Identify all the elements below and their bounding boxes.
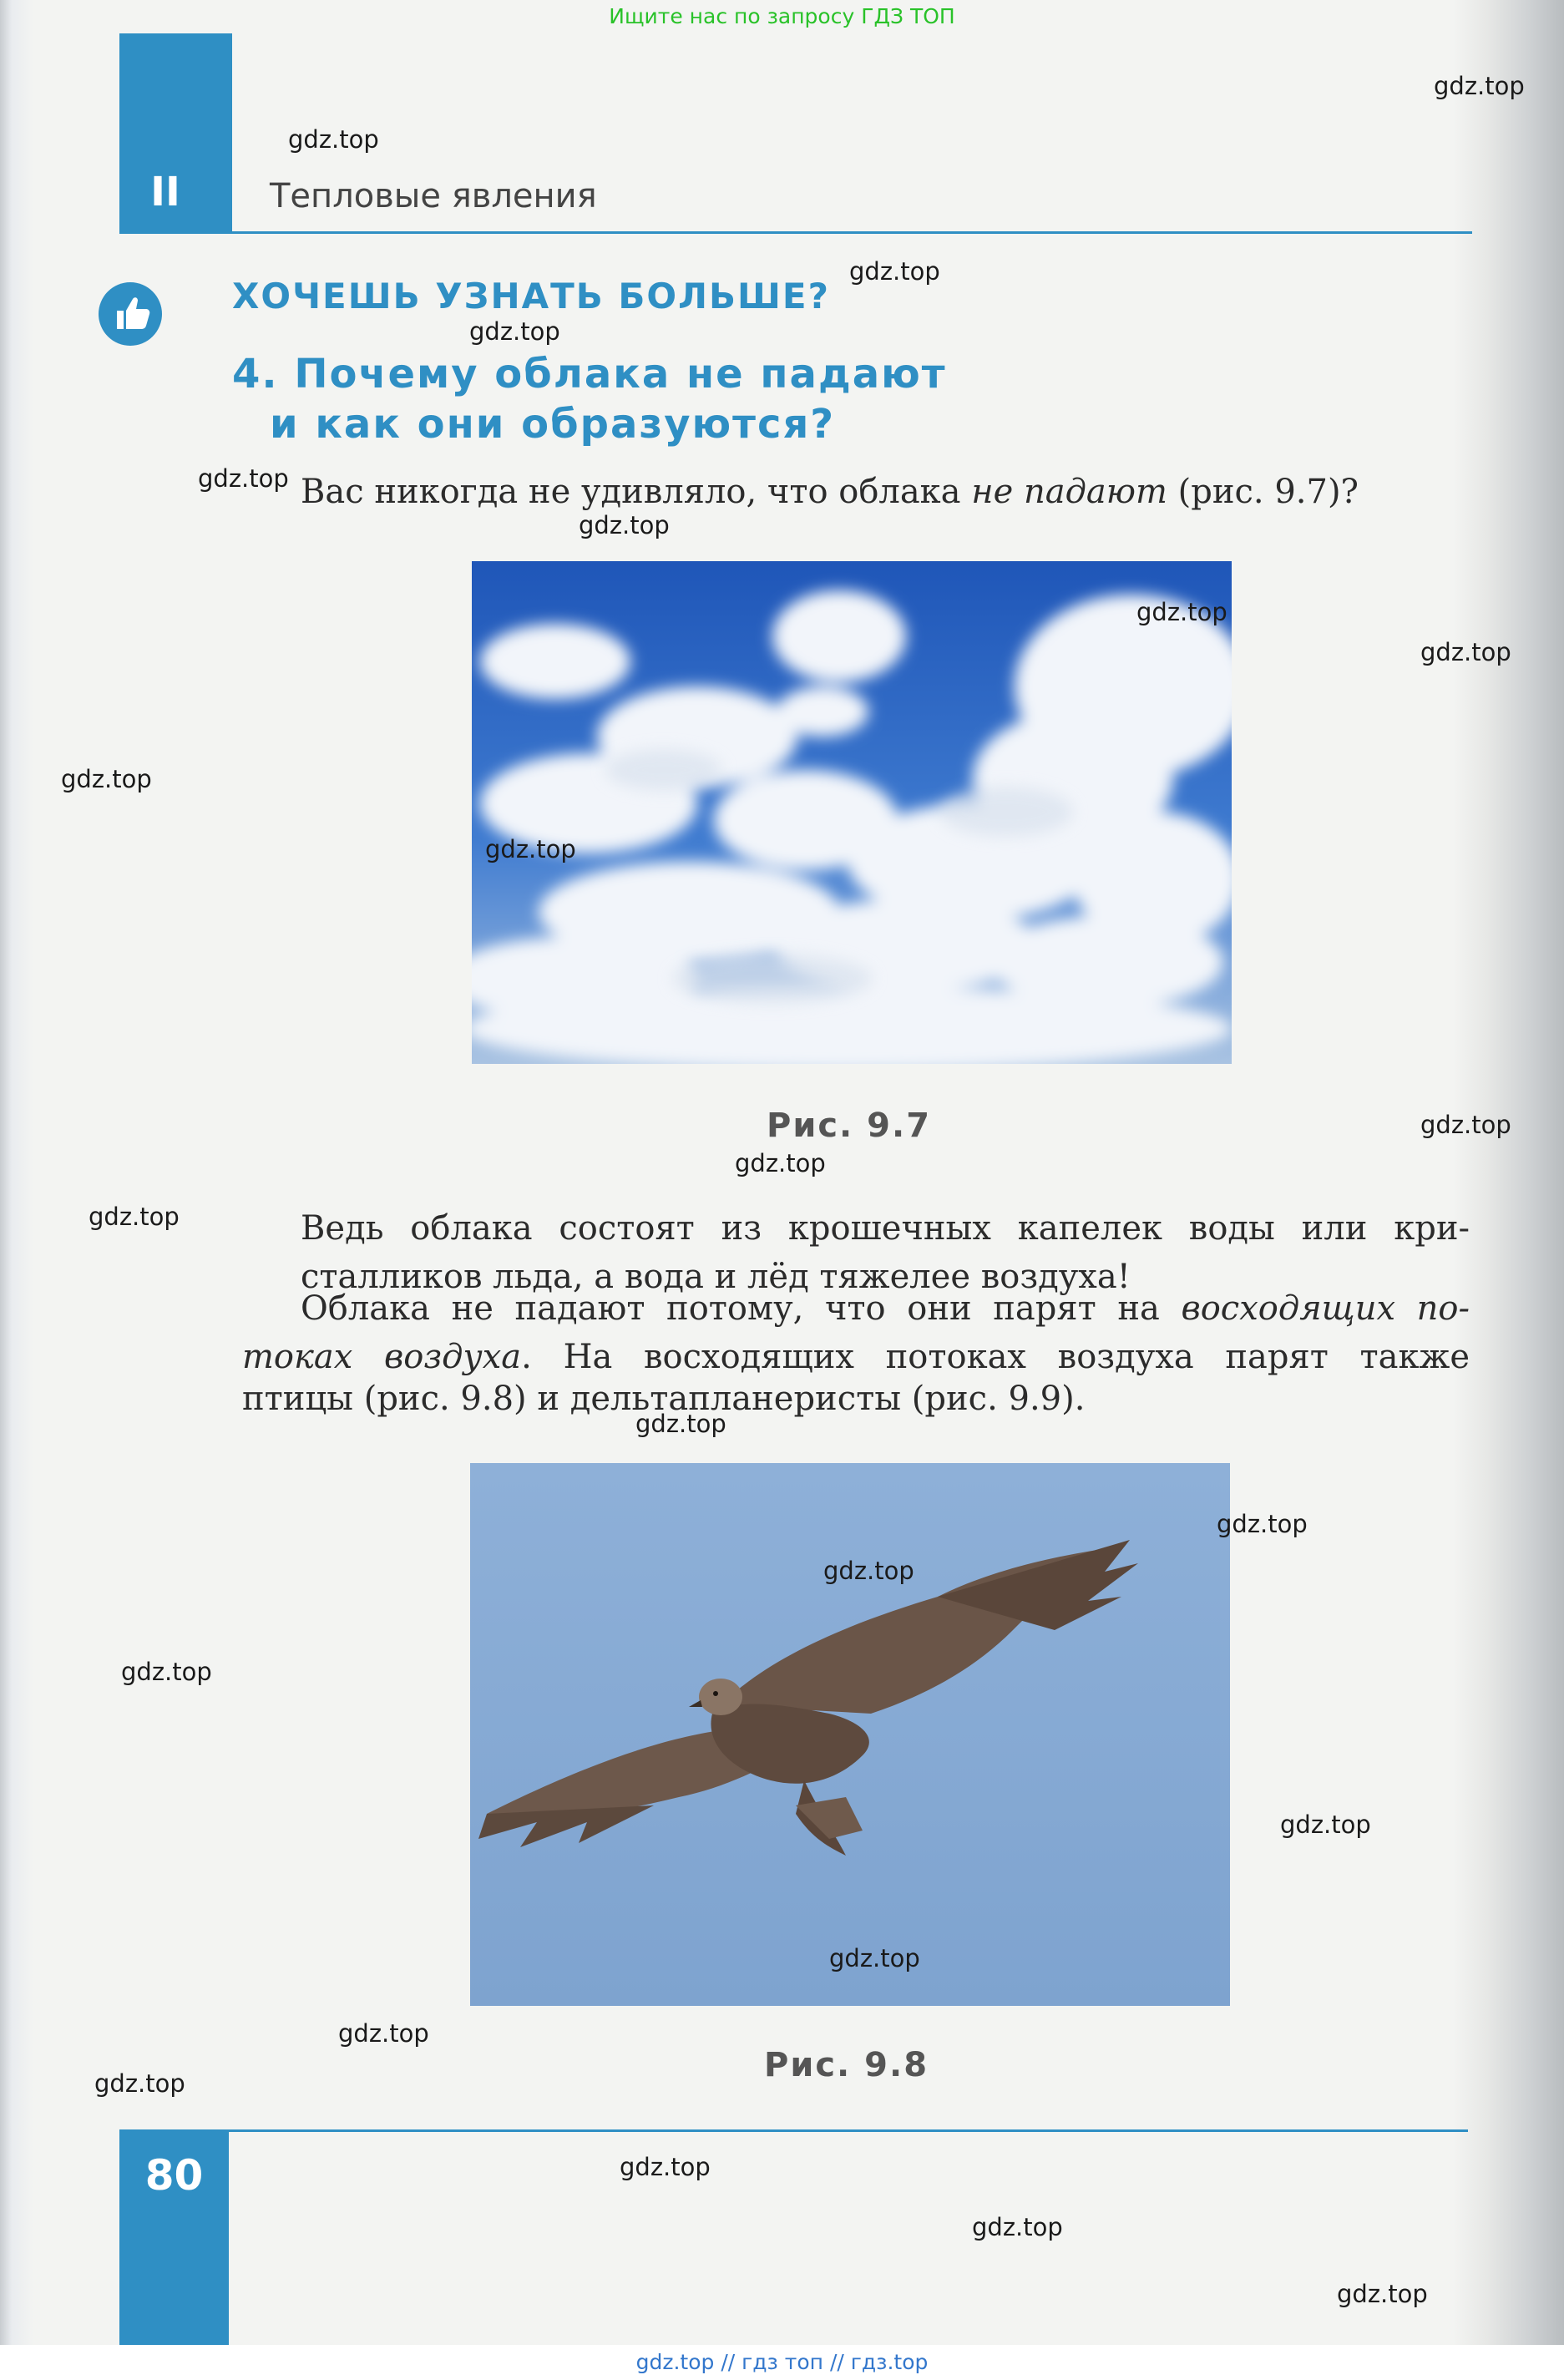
watermark: gdz.top <box>635 1410 726 1438</box>
watermark: gdz.top <box>972 2213 1063 2241</box>
paragraph-2-line2: сталликов льда, а вода и лёд тяжелее воздуха! <box>301 1258 1131 1296</box>
bottom-banner[interactable]: gdz.top // гдз топ // гдз.top <box>0 2345 1564 2380</box>
page-number: 80 <box>144 2151 204 2200</box>
watermark: gdz.top <box>735 1149 826 1177</box>
watermark: gdz.top <box>121 1658 212 1686</box>
question-heading-line1: 4. Почему облака не падают <box>232 351 947 398</box>
watermark: gdz.top <box>1420 638 1511 666</box>
paragraph-3-line3: птицы (рис. 9.8) и дельтапланеристы (рис. 9.9). <box>242 1380 1086 1418</box>
chapter-title: Тепловые явления <box>270 177 597 215</box>
watermark: gdz.top <box>485 835 576 863</box>
paragraph-1 <box>301 468 1470 516</box>
watermark: gdz.top <box>288 125 379 154</box>
top-banner[interactable]: Ищите нас по запросу ГДЗ ТОП <box>609 4 955 28</box>
watermark: gdz.top <box>61 765 152 793</box>
watermark: gdz.top <box>1136 598 1227 626</box>
watermark: gdz.top <box>1217 1510 1308 1538</box>
watermark: gdz.top <box>198 464 289 493</box>
paragraph-3-emphasis-cont: токах воздуха <box>242 1338 522 1376</box>
footer-rule <box>119 2129 1468 2132</box>
chapter-numeral: II <box>150 169 180 215</box>
watermark: gdz.top <box>89 1203 180 1231</box>
figure-caption-9-8: Рис. 9.8 <box>764 2046 929 2084</box>
watermark: gdz.top <box>1337 2280 1428 2308</box>
question-heading-line2: и как они образуются? <box>270 401 836 448</box>
thumbs-up-icon <box>99 282 162 346</box>
watermark: gdz.top <box>1280 1810 1371 1839</box>
paragraph-3-line1 <box>301 1284 1470 1333</box>
watermark: gdz.top <box>1420 1111 1511 1139</box>
watermark: gdz.top <box>849 257 940 286</box>
paragraph-3-text: Облака не падают потому, что они парят на <box>301 1289 1182 1328</box>
watermark: gdz.top <box>823 1557 914 1585</box>
paragraph-1-ref: (рис. 9.7)? <box>1167 473 1359 511</box>
paragraph-3-emphasis: восходящих по- <box>1181 1289 1470 1328</box>
eagle-photo <box>470 1463 1230 2006</box>
watermark: gdz.top <box>579 511 670 539</box>
paragraph-3-text-cont: . На восходящих потоках воздуха парят также <box>521 1338 1470 1376</box>
watermark: gdz.top <box>1434 72 1525 100</box>
header-rule <box>119 231 1472 234</box>
figure-caption-9-7: Рис. 9.7 <box>767 1106 932 1145</box>
watermark: gdz.top <box>94 2069 185 2098</box>
paragraph-1-text: Вас никогда не удивляло, что облака <box>301 473 972 511</box>
watermark: gdz.top <box>338 2019 429 2048</box>
more-heading: ХОЧЕШЬ УЗНАТЬ БОЛЬШЕ? <box>232 276 830 316</box>
watermark: gdz.top <box>469 317 560 346</box>
watermark: gdz.top <box>620 2153 711 2181</box>
watermark: gdz.top <box>829 1944 920 1972</box>
paragraph-2-line1: Ведь облака состоят из крошечных капелек воды или кри- <box>301 1209 1470 1248</box>
clouds-photo <box>472 561 1232 1064</box>
paragraph-1-emphasis: не падают <box>971 473 1167 511</box>
